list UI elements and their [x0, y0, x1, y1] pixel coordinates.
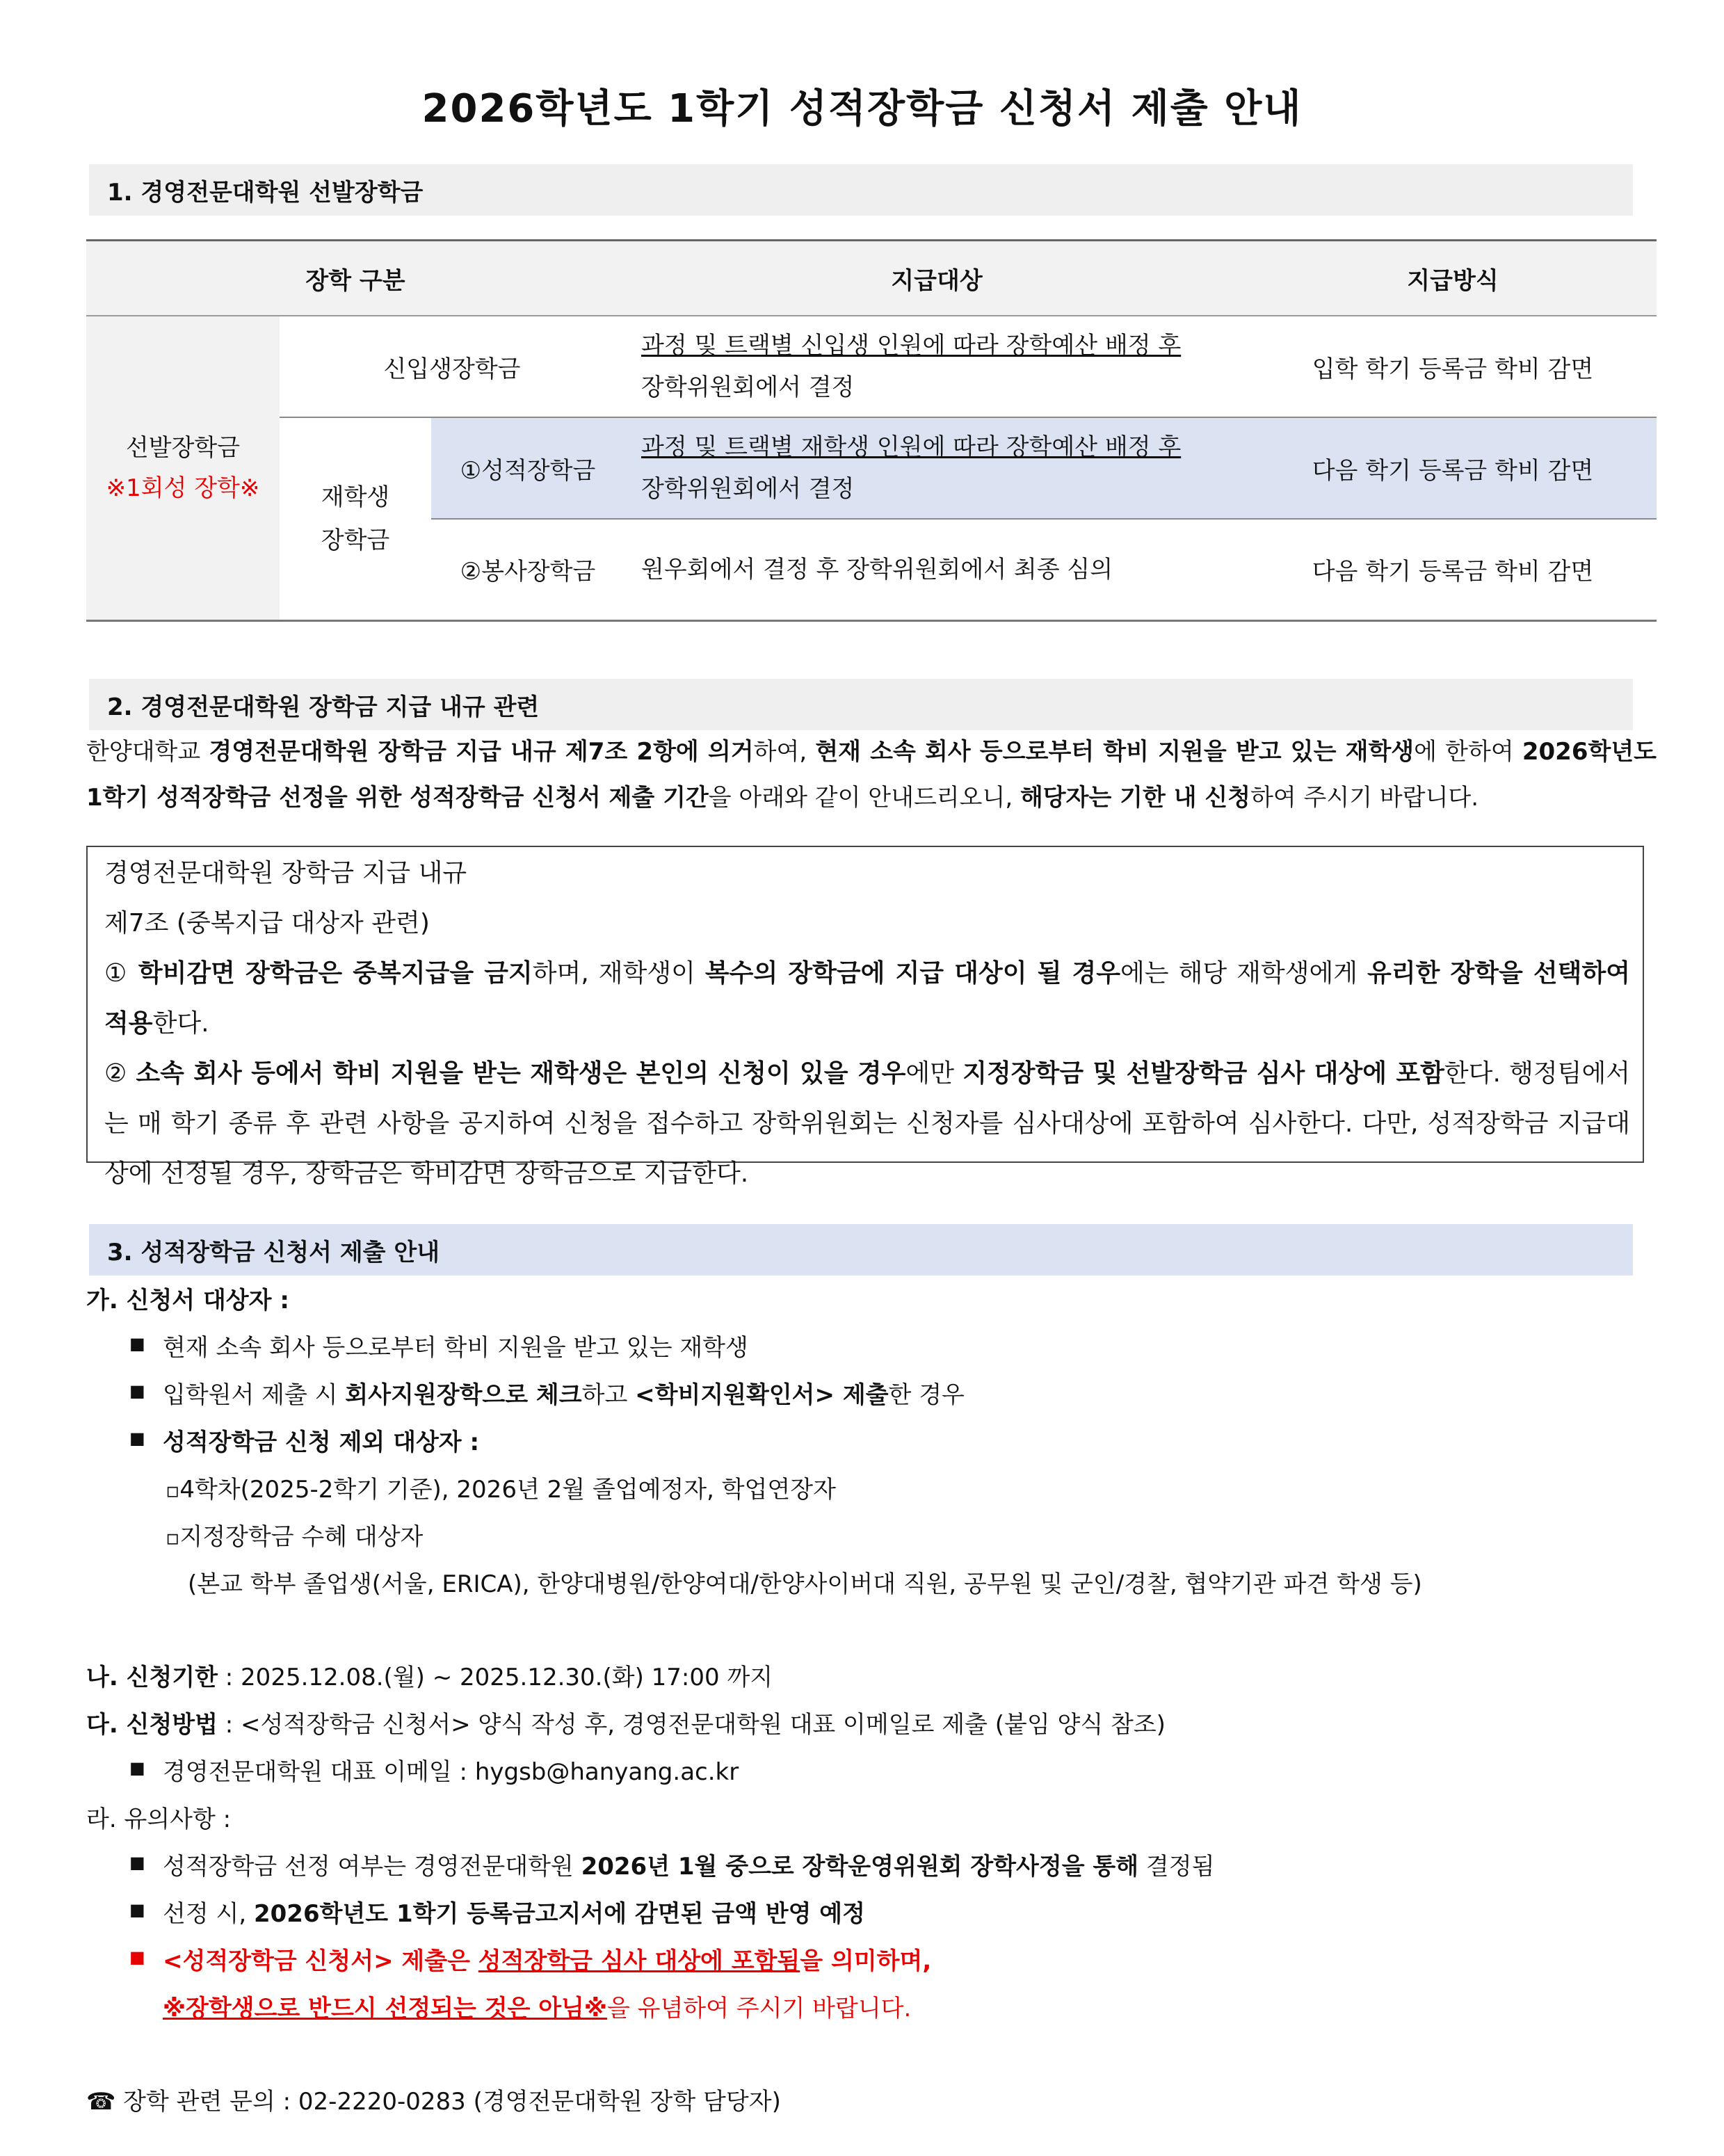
contact-text: 장학 관련 문의 : 02-2220-0283 (경영전문대학원 장학 담당자)	[115, 2088, 781, 2116]
ga-sub-2-detail: (본교 학부 졸업생(서울, ERICA), 한양대병원/한양여대/한양사이버대 직원, 공무원 및 군인/경찰, 협약기관 파견 학생 등)	[188, 1570, 1422, 1598]
row2-target-line2: 장학위원회에서 결정	[641, 475, 855, 503]
row2-target	[625, 417, 1249, 519]
row3-target: 원우회에서 결정 후 장학위원회에서 최종 심의	[625, 519, 1249, 620]
item-bold: <학비지원확인서> 제출	[635, 1381, 889, 1409]
clause-text: ②	[104, 1059, 136, 1088]
para-text: 하여 주시기 바랍니다.	[1250, 784, 1479, 812]
clause-text: 한다.	[152, 1009, 209, 1038]
na-value: : 2025.12.08.(월) ~ 2025.12.30.(화) 17:00 까지	[217, 1664, 773, 1691]
row2-name: ①성적장학금	[431, 417, 625, 519]
section3-heading: 3. 성적장학금 신청서 제출 안내	[89, 1224, 1633, 1276]
group-label: 선발장학금	[125, 433, 241, 462]
ga-sub-1	[166, 1470, 836, 1504]
regulation-box	[86, 846, 1644, 1188]
na-label: 나. 신청기한	[86, 1664, 218, 1691]
para-text: 하여,	[753, 738, 816, 766]
section2-heading: 2. 경영전문대학원 장학금 지급 내규 관련	[89, 679, 1633, 730]
regulation-article: 제7조 (중복지급 대상자 관련)	[104, 909, 430, 938]
para-text: 한양대학교	[86, 738, 209, 766]
row1-target	[625, 316, 1249, 417]
item-bold: 2026학년도 1학기 등록금고지서에 감면된 금액 반영 예정	[253, 1900, 865, 1928]
clause-text: 하며, 재학생이	[532, 959, 705, 988]
ra-label: 라. 유의사항 :	[86, 1805, 232, 1833]
table-row	[86, 316, 1657, 417]
item-text: 한 경우	[888, 1381, 965, 1409]
clause-bold: 소속 회사 등에서 학비 지원을 받는 재학생은 본인의 신청이 있을 경우	[136, 1059, 906, 1088]
sub-group-cell	[280, 417, 431, 620]
small-square-icon	[166, 1523, 179, 1551]
da-item-1: ■ 경영전문대학원 대표 이메일 : hygsb@hanyang.ac.kr	[163, 1753, 739, 1787]
group-note: ※1회성 장학※	[106, 474, 260, 502]
ga-item-1: ■ 현재 소속 회사 등으로부터 학비 지원을 받고 있는 재학생	[163, 1328, 748, 1362]
header-method: 지급방식	[1249, 241, 1657, 316]
item-text: 성적장학금 선정 여부는 경영전문대학원	[163, 1853, 581, 1881]
clause-text: ①	[104, 959, 138, 988]
row3-method: 다음 학기 등록금 학비 감면	[1249, 519, 1657, 620]
row2-method: 다음 학기 등록금 학비 감면	[1249, 417, 1657, 519]
item-bold-underline: 성적장학금 심사 대상에 포함됨	[478, 1947, 800, 1975]
regulation-title: 경영전문대학원 장학금 지급 내규	[104, 859, 467, 887]
na-line	[86, 1658, 773, 1692]
group-cell	[86, 316, 280, 620]
ga-item-3: ■ 성적장학금 신청 제외 대상자 :	[163, 1423, 479, 1457]
para-bold: 경영전문대학원 장학금 지급 내규 제7조 2항에 의거	[209, 738, 754, 766]
item-bold: <성적장학금 신청서> 제출은	[163, 1947, 478, 1975]
section1-heading: 1. 경영전문대학원 선발장학금	[89, 164, 1633, 216]
da-label: 다. 신청방법	[86, 1711, 218, 1739]
regulation-clause-2	[104, 1049, 1630, 1199]
para-bold: 해당자는 기한 내 신청	[1020, 784, 1251, 812]
item-text: 결정됨	[1138, 1853, 1215, 1881]
regulation-clause-1	[104, 949, 1630, 1049]
table-header-row	[86, 241, 1657, 316]
clause-bold: 학비감면 장학금은 중복지급을 금지	[138, 959, 533, 988]
ra-item-3-cont	[163, 1989, 911, 2023]
para-bold: 2026학년도 1학기 성적장학금 선정을 위한 성적장학금 신청서 제출 기간	[86, 738, 1657, 812]
item-bold: 2026년 1월 중으로 장학운영위원회 장학사정을 통해	[581, 1853, 1139, 1881]
scholarship-table	[86, 239, 1657, 622]
phone-icon: ☎	[86, 2088, 116, 2116]
para-bold: 현재 소속 회사 등으로부터 학비 지원을 받고 있는 재학생	[815, 738, 1415, 766]
para-text: 에 한하여	[1414, 738, 1522, 766]
ra-item-1	[163, 1847, 1214, 1881]
row1-name: 신입생장학금	[383, 355, 521, 383]
clause-bold: 지정장학금 및 선발장학금 심사 대상에 포함	[962, 1059, 1444, 1088]
page-title: 2026학년도 1학기 성적장학금 신청서 제출 안내	[421, 86, 1303, 131]
contact-line	[86, 2082, 781, 2116]
clause-bold: 유리한 장학을 선택하여 적용	[104, 959, 1630, 1038]
item-text: 을 유념하여 주시기 바랍니다.	[606, 1995, 912, 2022]
item-bold-underline: ※장학생으로 반드시 선정되는 것은 아님※	[163, 1995, 607, 2022]
row1-target-line2: 장학위원회에서 결정	[641, 373, 855, 401]
header-target: 지급대상	[625, 241, 1249, 316]
ra-item-2	[163, 1894, 865, 1929]
ga-item-2	[163, 1376, 965, 1410]
item-bold: 을 의미하며,	[800, 1947, 932, 1975]
sub-group-line2: 장학금	[321, 526, 390, 554]
item-bold: 회사지원장학으로 체크	[345, 1381, 582, 1409]
row3-name: ②봉사장학금	[431, 519, 625, 620]
item-text: 하고	[581, 1381, 636, 1409]
da-value: : <성적장학금 신청서> 양식 작성 후, 경영전문대학원 대표 이메일로 제출 (붙임 양식 참조)	[217, 1711, 1166, 1739]
header-category: 장학 구분	[86, 241, 625, 316]
clause-text: 에는 해당 재학생에게	[1120, 959, 1368, 988]
sub-group-line1: 재학생	[321, 483, 390, 511]
table-row	[86, 417, 1657, 519]
da-line	[86, 1705, 1166, 1739]
row2-target-line1: 과정 및 트랙별 재학생 인원에 따라 장학예산 배정 후	[641, 433, 1182, 461]
section2-paragraph	[86, 729, 1657, 821]
clause-text: 에만	[905, 1059, 963, 1088]
item-text: 입학원서 제출 시	[163, 1381, 346, 1409]
ga-sub-2	[166, 1518, 423, 1552]
ra-item-3	[163, 1942, 931, 1976]
ga-label: 가. 신청서 대상자 :	[86, 1287, 289, 1314]
sub-text: 지정장학금 수혜 대상자	[179, 1523, 424, 1551]
row1-method: 입학 학기 등록금 학비 감면	[1312, 355, 1594, 383]
item-text: 선정 시,	[163, 1900, 254, 1928]
clause-text: 한다. 행정팀에서는 매 학기 종류 후 관련 사항을 공지하여 신청을 접수하고 장학위원회는 신청자를 심사대상에 포함하여 심사한다. 다만, 성적장학금 지급대상에 선정될 경우, 장학금은 학비감면 장학금으로 지급한다.	[104, 1059, 1631, 1188]
sub-text: 4학차(2025-2학기 기준), 2026년 2월 졸업예정자, 학업연장자	[179, 1476, 836, 1504]
small-square-icon	[166, 1476, 179, 1504]
clause-bold: 복수의 장학금에 지급 대상이 될 경우	[704, 959, 1121, 988]
row1-target-line1: 과정 및 트랙별 신입생 인원에 따라 장학예산 배정 후	[641, 332, 1182, 360]
para-text: 을 아래와 같이 안내드리오니,	[708, 784, 1020, 812]
